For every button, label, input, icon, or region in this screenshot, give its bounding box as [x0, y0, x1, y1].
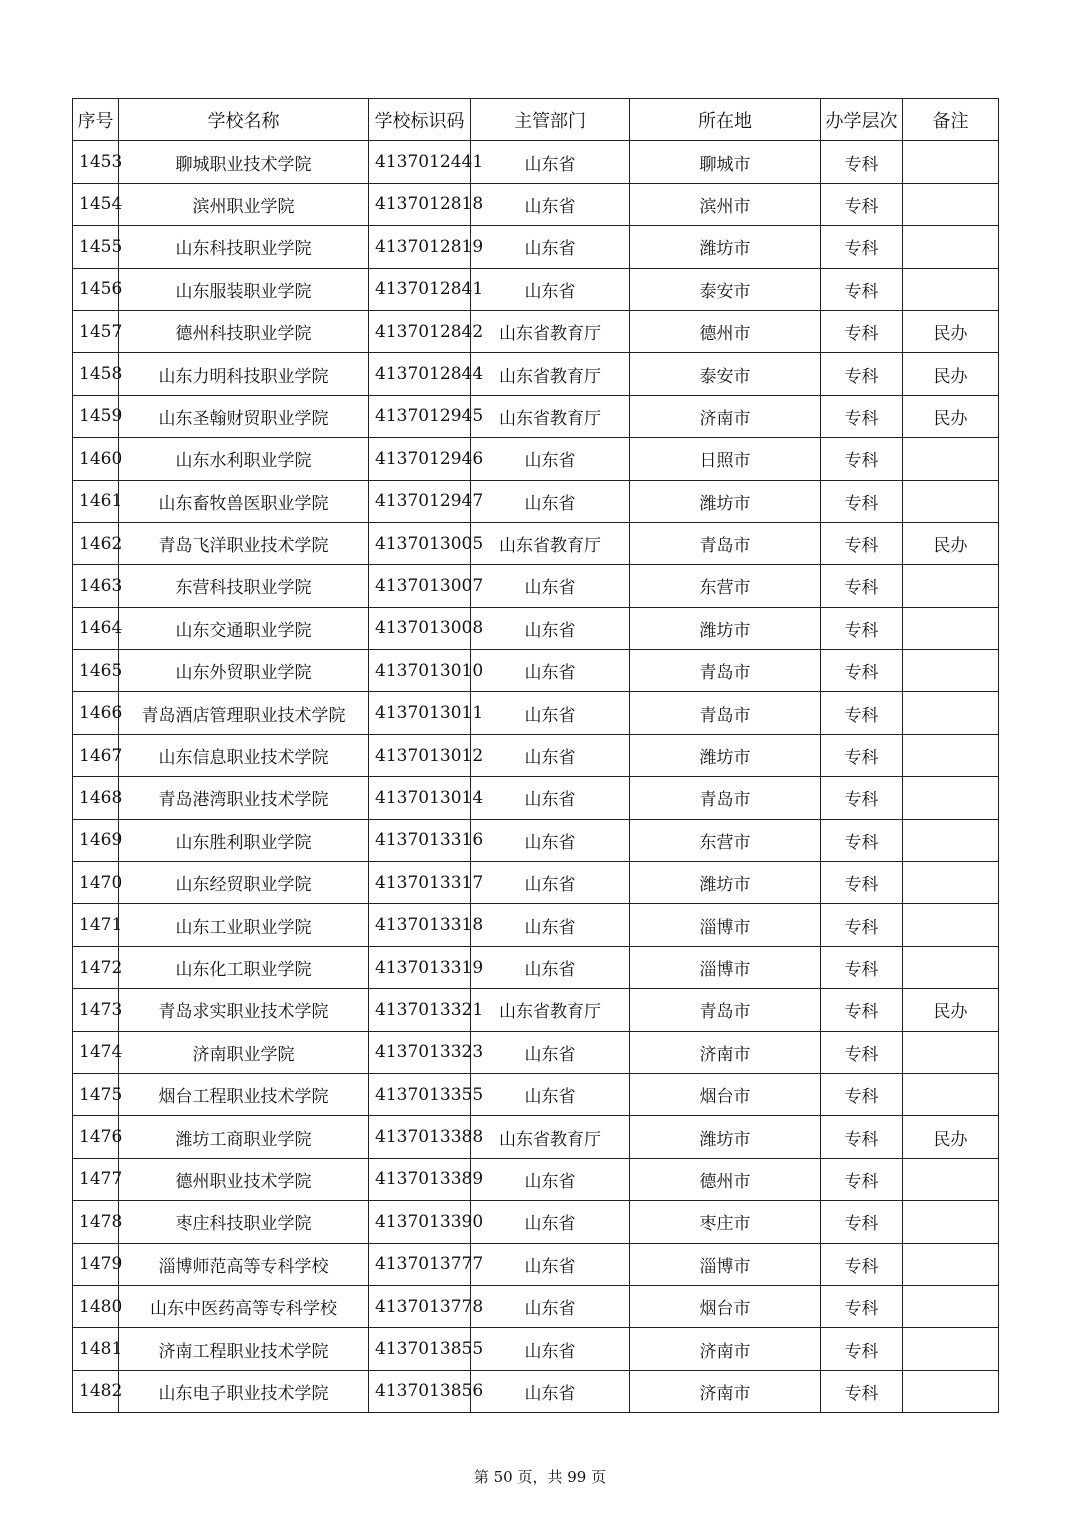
cell-remark — [903, 1328, 999, 1370]
cell-seq: 1461 — [73, 480, 119, 522]
cell-remark — [903, 565, 999, 607]
cell-location: 烟台市 — [630, 1073, 821, 1115]
cell-location: 潍坊市 — [630, 1116, 821, 1158]
cell-school-code: 4137012947 — [369, 480, 471, 522]
cell-location: 青岛市 — [630, 989, 821, 1031]
cell-level: 专科 — [821, 1031, 903, 1073]
cell-school-code: 4137013355 — [369, 1073, 471, 1115]
cell-level: 专科 — [821, 692, 903, 734]
cell-level: 专科 — [821, 1370, 903, 1412]
cell-seq: 1460 — [73, 438, 119, 480]
cell-school-name: 青岛港湾职业技术学院 — [119, 777, 369, 819]
cell-school-name: 枣庄科技职业学院 — [119, 1201, 369, 1243]
cell-seq: 1464 — [73, 607, 119, 649]
cell-authority: 山东省 — [471, 565, 630, 607]
header-level: 办学层次 — [821, 99, 903, 141]
cell-school-name: 青岛酒店管理职业技术学院 — [119, 692, 369, 734]
cell-location: 德州市 — [630, 1158, 821, 1200]
cell-authority: 山东省 — [471, 1370, 630, 1412]
cell-seq: 1470 — [73, 862, 119, 904]
cell-remark — [903, 183, 999, 225]
cell-seq: 1473 — [73, 989, 119, 1031]
cell-school-name: 济南职业学院 — [119, 1031, 369, 1073]
cell-remark — [903, 480, 999, 522]
cell-school-name: 山东水利职业学院 — [119, 438, 369, 480]
cell-location: 烟台市 — [630, 1285, 821, 1327]
table-row — [73, 819, 999, 861]
cell-remark — [903, 734, 999, 776]
cell-school-code: 4137013319 — [369, 946, 471, 988]
table-row — [73, 1116, 999, 1158]
cell-level: 专科 — [821, 310, 903, 352]
cell-school-name: 山东中医药高等专科学校 — [119, 1285, 369, 1327]
cell-school-code: 4137012819 — [369, 226, 471, 268]
cell-authority: 山东省 — [471, 692, 630, 734]
cell-seq: 1456 — [73, 268, 119, 310]
cell-remark: 民办 — [903, 1116, 999, 1158]
cell-school-code: 4137013010 — [369, 650, 471, 692]
cell-location: 济南市 — [630, 1370, 821, 1412]
table-row — [73, 1243, 999, 1285]
cell-location: 青岛市 — [630, 650, 821, 692]
cell-level: 专科 — [821, 862, 903, 904]
cell-school-name: 山东化工职业学院 — [119, 946, 369, 988]
cell-remark: 民办 — [903, 395, 999, 437]
cell-school-name: 济南工程职业技术学院 — [119, 1328, 369, 1370]
cell-seq: 1459 — [73, 395, 119, 437]
cell-seq: 1453 — [73, 141, 119, 183]
cell-school-code: 4137012841 — [369, 268, 471, 310]
cell-school-code: 4137013317 — [369, 862, 471, 904]
cell-seq: 1469 — [73, 819, 119, 861]
cell-authority: 山东省教育厅 — [471, 1116, 630, 1158]
cell-school-name: 潍坊工商职业学院 — [119, 1116, 369, 1158]
cell-school-code: 4137013390 — [369, 1201, 471, 1243]
cell-remark — [903, 1031, 999, 1073]
cell-school-name: 山东畜牧兽医职业学院 — [119, 480, 369, 522]
cell-location: 泰安市 — [630, 268, 821, 310]
table-row — [73, 565, 999, 607]
cell-school-code: 4137013007 — [369, 565, 471, 607]
cell-seq: 1480 — [73, 1285, 119, 1327]
table-row — [73, 1285, 999, 1327]
cell-remark — [903, 650, 999, 692]
table-header-row — [73, 99, 999, 141]
cell-school-code: 4137013855 — [369, 1328, 471, 1370]
cell-location: 聊城市 — [630, 141, 821, 183]
cell-remark — [903, 226, 999, 268]
cell-authority: 山东省 — [471, 183, 630, 225]
cell-location: 潍坊市 — [630, 226, 821, 268]
table-row — [73, 353, 999, 395]
cell-level: 专科 — [821, 1285, 903, 1327]
cell-school-name: 山东圣翰财贸职业学院 — [119, 395, 369, 437]
cell-school-name: 青岛飞洋职业技术学院 — [119, 522, 369, 564]
cell-level: 专科 — [821, 777, 903, 819]
cell-location: 东营市 — [630, 819, 821, 861]
cell-level: 专科 — [821, 1243, 903, 1285]
header-school-name: 学校名称 — [119, 99, 369, 141]
cell-level: 专科 — [821, 395, 903, 437]
cell-level: 专科 — [821, 734, 903, 776]
cell-school-code: 4137013321 — [369, 989, 471, 1031]
cell-level: 专科 — [821, 819, 903, 861]
header-school-code: 学校标识码 — [369, 99, 471, 141]
cell-school-code: 4137013316 — [369, 819, 471, 861]
cell-authority: 山东省 — [471, 650, 630, 692]
cell-location: 潍坊市 — [630, 480, 821, 522]
cell-location: 淄博市 — [630, 946, 821, 988]
cell-level: 专科 — [821, 438, 903, 480]
cell-seq: 1471 — [73, 904, 119, 946]
cell-school-code: 4137013323 — [369, 1031, 471, 1073]
cell-authority: 山东省 — [471, 862, 630, 904]
cell-level: 专科 — [821, 904, 903, 946]
cell-school-code: 4137013011 — [369, 692, 471, 734]
cell-authority: 山东省 — [471, 438, 630, 480]
cell-authority: 山东省 — [471, 777, 630, 819]
cell-location: 潍坊市 — [630, 734, 821, 776]
cell-school-name: 山东外贸职业学院 — [119, 650, 369, 692]
cell-authority: 山东省 — [471, 141, 630, 183]
cell-seq: 1465 — [73, 650, 119, 692]
cell-remark — [903, 438, 999, 480]
cell-authority: 山东省 — [471, 904, 630, 946]
table-row — [73, 777, 999, 819]
cell-seq: 1466 — [73, 692, 119, 734]
cell-school-name: 德州职业技术学院 — [119, 1158, 369, 1200]
cell-school-name: 山东服装职业学院 — [119, 268, 369, 310]
cell-authority: 山东省 — [471, 607, 630, 649]
cell-school-code: 4137012441 — [369, 141, 471, 183]
cell-level: 专科 — [821, 1201, 903, 1243]
cell-seq: 1476 — [73, 1116, 119, 1158]
cell-level: 专科 — [821, 1073, 903, 1115]
cell-location: 滨州市 — [630, 183, 821, 225]
cell-school-name: 山东信息职业技术学院 — [119, 734, 369, 776]
cell-seq: 1467 — [73, 734, 119, 776]
cell-school-name: 山东交通职业学院 — [119, 607, 369, 649]
table-row — [73, 310, 999, 352]
school-list-table — [72, 98, 999, 1413]
table-row — [73, 226, 999, 268]
cell-seq: 1454 — [73, 183, 119, 225]
cell-remark: 民办 — [903, 522, 999, 564]
cell-level: 专科 — [821, 989, 903, 1031]
table-row — [73, 480, 999, 522]
cell-authority: 山东省 — [471, 226, 630, 268]
cell-authority: 山东省 — [471, 1243, 630, 1285]
table-row — [73, 1031, 999, 1073]
cell-school-code: 4137012844 — [369, 353, 471, 395]
cell-school-name: 山东力明科技职业学院 — [119, 353, 369, 395]
cell-location: 淄博市 — [630, 1243, 821, 1285]
table-row — [73, 1158, 999, 1200]
cell-seq: 1457 — [73, 310, 119, 352]
table-row — [73, 183, 999, 225]
cell-remark — [903, 1370, 999, 1412]
cell-remark — [903, 1243, 999, 1285]
table-row — [73, 141, 999, 183]
cell-school-name: 山东电子职业技术学院 — [119, 1370, 369, 1412]
cell-school-code: 4137013778 — [369, 1285, 471, 1327]
cell-level: 专科 — [821, 141, 903, 183]
cell-seq: 1462 — [73, 522, 119, 564]
cell-authority: 山东省 — [471, 1285, 630, 1327]
cell-school-code: 4137012842 — [369, 310, 471, 352]
cell-authority: 山东省 — [471, 1073, 630, 1115]
cell-authority: 山东省 — [471, 819, 630, 861]
table-row — [73, 946, 999, 988]
cell-level: 专科 — [821, 480, 903, 522]
cell-remark — [903, 1285, 999, 1327]
cell-seq: 1472 — [73, 946, 119, 988]
cell-authority: 山东省 — [471, 480, 630, 522]
cell-school-code: 4137013777 — [369, 1243, 471, 1285]
cell-location: 青岛市 — [630, 692, 821, 734]
cell-school-code: 4137012946 — [369, 438, 471, 480]
cell-authority: 山东省教育厅 — [471, 353, 630, 395]
table-row — [73, 734, 999, 776]
cell-school-name: 烟台工程职业技术学院 — [119, 1073, 369, 1115]
cell-location: 日照市 — [630, 438, 821, 480]
cell-school-code: 4137013014 — [369, 777, 471, 819]
cell-location: 济南市 — [630, 1031, 821, 1073]
header-seq: 序号 — [73, 99, 119, 141]
table-row — [73, 607, 999, 649]
cell-school-name: 山东工业职业学院 — [119, 904, 369, 946]
cell-authority: 山东省教育厅 — [471, 522, 630, 564]
cell-seq: 1458 — [73, 353, 119, 395]
cell-authority: 山东省 — [471, 1328, 630, 1370]
cell-seq: 1474 — [73, 1031, 119, 1073]
header-remark: 备注 — [903, 99, 999, 141]
table-row — [73, 1328, 999, 1370]
cell-location: 东营市 — [630, 565, 821, 607]
cell-authority: 山东省 — [471, 734, 630, 776]
cell-level: 专科 — [821, 565, 903, 607]
cell-school-code: 4137013012 — [369, 734, 471, 776]
cell-seq: 1481 — [73, 1328, 119, 1370]
cell-level: 专科 — [821, 650, 903, 692]
page-number: 第 50 页，共 99 页 — [473, 1468, 607, 1486]
cell-authority: 山东省 — [471, 1201, 630, 1243]
cell-remark: 民办 — [903, 310, 999, 352]
cell-location: 潍坊市 — [630, 862, 821, 904]
table-row — [73, 1073, 999, 1115]
cell-location: 济南市 — [630, 1328, 821, 1370]
header-location: 所在地 — [630, 99, 821, 141]
table-row — [73, 268, 999, 310]
cell-location: 枣庄市 — [630, 1201, 821, 1243]
cell-seq: 1478 — [73, 1201, 119, 1243]
cell-authority: 山东省 — [471, 1158, 630, 1200]
cell-level: 专科 — [821, 1116, 903, 1158]
cell-location: 济南市 — [630, 395, 821, 437]
cell-level: 专科 — [821, 353, 903, 395]
cell-school-name: 青岛求实职业技术学院 — [119, 989, 369, 1031]
cell-remark — [903, 268, 999, 310]
cell-remark — [903, 819, 999, 861]
cell-seq: 1463 — [73, 565, 119, 607]
cell-remark — [903, 1073, 999, 1115]
cell-level: 专科 — [821, 607, 903, 649]
cell-location: 淄博市 — [630, 904, 821, 946]
cell-school-name: 聊城职业技术学院 — [119, 141, 369, 183]
table-row — [73, 395, 999, 437]
cell-school-code: 4137013008 — [369, 607, 471, 649]
cell-school-code: 4137012945 — [369, 395, 471, 437]
table-row — [73, 862, 999, 904]
table-row — [73, 650, 999, 692]
cell-seq: 1477 — [73, 1158, 119, 1200]
cell-location: 潍坊市 — [630, 607, 821, 649]
cell-location: 德州市 — [630, 310, 821, 352]
cell-remark — [903, 1158, 999, 1200]
table-row — [73, 904, 999, 946]
cell-authority: 山东省 — [471, 946, 630, 988]
table-row — [73, 1370, 999, 1412]
cell-authority: 山东省教育厅 — [471, 989, 630, 1031]
cell-remark — [903, 904, 999, 946]
cell-school-name: 滨州职业学院 — [119, 183, 369, 225]
cell-remark — [903, 692, 999, 734]
table-row — [73, 438, 999, 480]
header-authority: 主管部门 — [471, 99, 630, 141]
cell-seq: 1479 — [73, 1243, 119, 1285]
cell-remark — [903, 862, 999, 904]
cell-school-name: 山东胜利职业学院 — [119, 819, 369, 861]
cell-seq: 1455 — [73, 226, 119, 268]
cell-school-code: 4137013318 — [369, 904, 471, 946]
cell-authority: 山东省 — [471, 1031, 630, 1073]
cell-authority: 山东省教育厅 — [471, 395, 630, 437]
cell-remark — [903, 1201, 999, 1243]
cell-school-code: 4137013389 — [369, 1158, 471, 1200]
cell-remark — [903, 141, 999, 183]
cell-remark — [903, 777, 999, 819]
cell-school-name: 淄博师范高等专科学校 — [119, 1243, 369, 1285]
cell-school-name: 山东科技职业学院 — [119, 226, 369, 268]
cell-location: 泰安市 — [630, 353, 821, 395]
cell-remark — [903, 607, 999, 649]
cell-level: 专科 — [821, 1158, 903, 1200]
table-row — [73, 1201, 999, 1243]
cell-remark — [903, 946, 999, 988]
table-row — [73, 989, 999, 1031]
table-row — [73, 692, 999, 734]
cell-level: 专科 — [821, 946, 903, 988]
cell-seq: 1482 — [73, 1370, 119, 1412]
cell-school-code: 4137013856 — [369, 1370, 471, 1412]
cell-level: 专科 — [821, 226, 903, 268]
cell-seq: 1475 — [73, 1073, 119, 1115]
table-row — [73, 522, 999, 564]
cell-seq: 1468 — [73, 777, 119, 819]
cell-level: 专科 — [821, 1328, 903, 1370]
cell-remark: 民办 — [903, 989, 999, 1031]
cell-school-name: 东营科技职业学院 — [119, 565, 369, 607]
cell-school-name: 德州科技职业学院 — [119, 310, 369, 352]
cell-level: 专科 — [821, 268, 903, 310]
cell-school-code: 4137012818 — [369, 183, 471, 225]
cell-school-code: 4137013005 — [369, 522, 471, 564]
cell-location: 青岛市 — [630, 522, 821, 564]
cell-level: 专科 — [821, 183, 903, 225]
cell-remark: 民办 — [903, 353, 999, 395]
cell-authority: 山东省 — [471, 268, 630, 310]
cell-level: 专科 — [821, 522, 903, 564]
cell-authority: 山东省教育厅 — [471, 310, 630, 352]
cell-location: 青岛市 — [630, 777, 821, 819]
cell-school-code: 4137013388 — [369, 1116, 471, 1158]
cell-school-name: 山东经贸职业学院 — [119, 862, 369, 904]
